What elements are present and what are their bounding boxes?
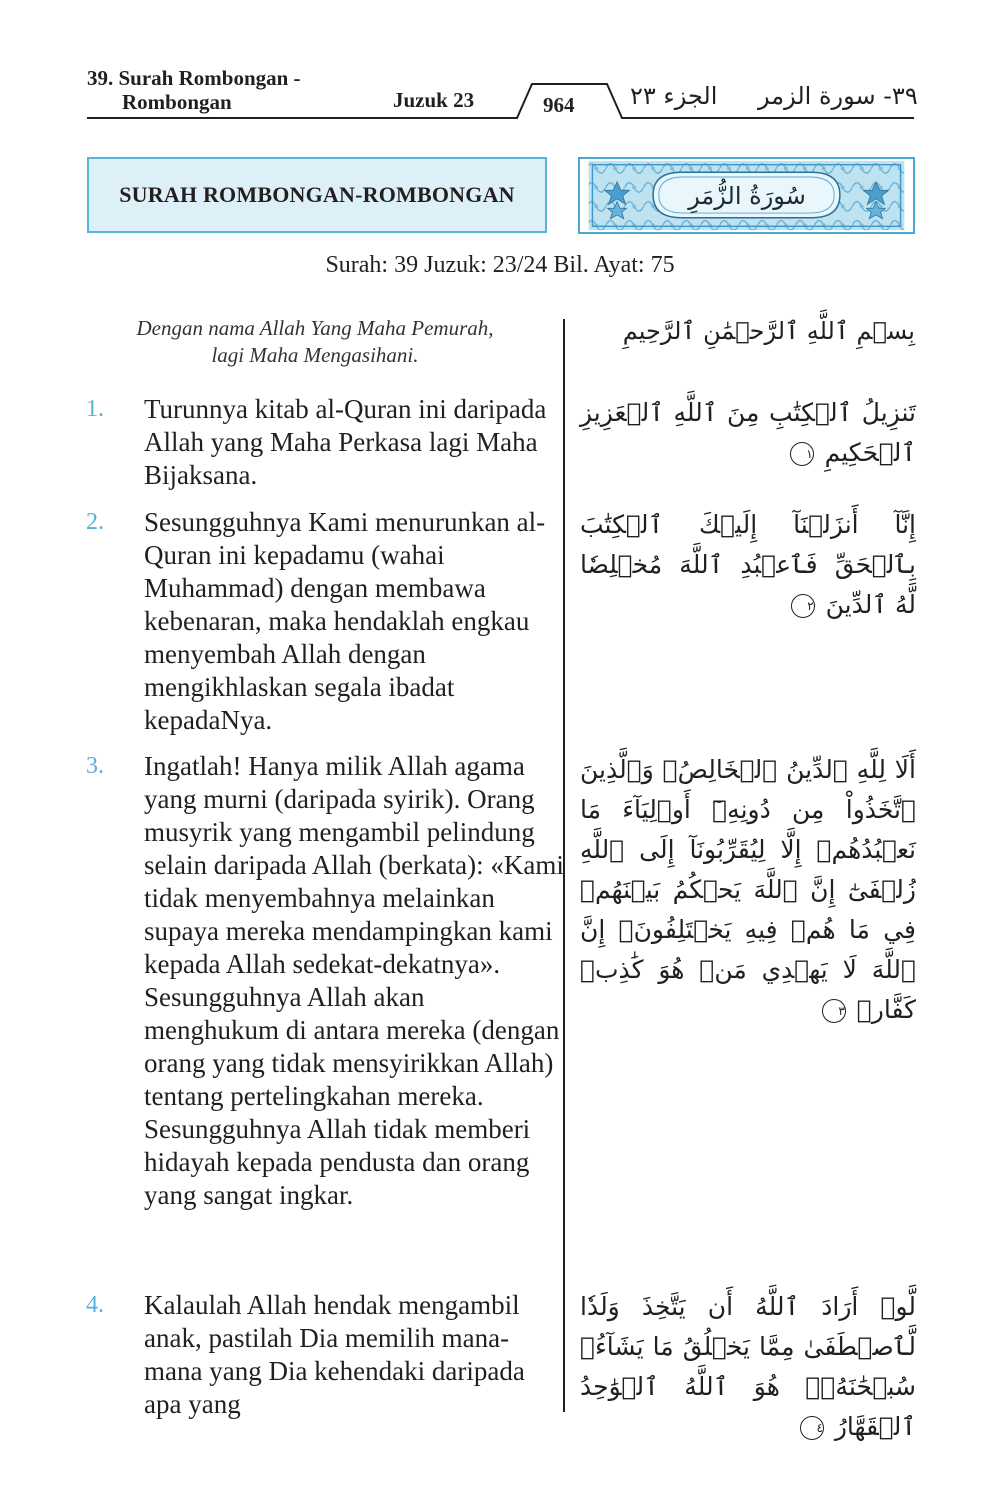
header-juzuk: Juzuk 23 — [393, 88, 475, 112]
verse-arabic — [580, 1287, 916, 1447]
verse-number: 4. — [86, 1292, 104, 1318]
surah-title-box — [87, 157, 547, 233]
verse-end-marker: ٣ — [822, 999, 846, 1023]
bismillah-translation — [95, 315, 535, 369]
verse-arabic — [580, 505, 916, 625]
verse-number: 3. — [86, 753, 104, 779]
verse-translation: Ingatlah! Hanya milik Allah agama yang murni (daripada syirik). Orang musyrik yang mengambil pelindung selain daripada Allah (berkata): «Kami tidak menyembahnya melainkan supaya mereka mendampingkan kami kepada Allah sedekat-dekatnya». Sesungguhnya Allah akan menghukum di antara mereka (dengan orang yang tidak mensyirikkan Allah) tentang pertelingkahan mereka. Sesungguhnya Allah tidak memberi hidayah kepada pendusta dan orang yang sangat ingkar. — [144, 751, 564, 1210]
header-surah-line1: 39. Surah Rombongan - — [87, 66, 301, 90]
verse-end-marker: ٤ — [800, 1416, 824, 1440]
verse-end-marker: ٢ — [791, 594, 815, 618]
bismillah-line2: lagi Maha Mengasihani. — [211, 343, 419, 367]
verse-end-marker: ١ — [790, 442, 814, 466]
verse-translation: Sesungguhnya Kami menurunkan al-Quran ini kepadamu (wahai Muhammad) dengan membawa kebenaran, maka hendaklah engkau menyembah Allah dengan mengikhlaskan segala ibadat kepadaNya. — [144, 507, 546, 735]
surah-title-arabic: سُورَةُ الزُّمَرِ — [688, 182, 806, 210]
verse-arabic-text: أَلَا لِلَّهِ ٱلدِّينُ ٱلۡخَالِصُۚ وَٱلَّذِينَ ٱتَّخَذُواْ مِن دُونِهِۦٓ أَوۡلِيَآءَ مَا نَعۡبُدُهُمۡ إِلَّا لِيُقَرِّبُونَآ إِلَى ٱللَّهِ زُلۡفَىٰٓ إِنَّ ٱللَّهَ يَحۡكُمُ بَيۡنَهُمۡ فِي مَا هُمۡ فِيهِ يَخۡتَلِفُونَۗ إِنَّ ٱللَّهَ لَا يَهۡدِي مَنۡ هُوَ كَٰذِبٞ كَفَّارٞ — [580, 755, 916, 1024]
verse-number: 1. — [86, 396, 104, 422]
verse-arabic — [580, 393, 916, 473]
verse-translation: Turunnya kitab al-Quran ini daripada Allah yang Maha Perkasa lagi Maha Bijaksana. — [144, 394, 547, 490]
surah-info: Surah: 39 Juzuk: 23/24 Bil. Ayat: 75 — [325, 252, 675, 278]
verse-arabic — [580, 750, 916, 1030]
bismillah-line1: Dengan nama Allah Yang Maha Pemurah, — [136, 316, 494, 340]
header-surah-line2: Rombongan — [122, 90, 232, 114]
page-number: 964 — [543, 93, 575, 117]
verse-translation: Kalaulah Allah hendak mengambil anak, pastilah Dia memilih mana-mana yang Dia kehendaki daripada apa yang — [144, 1290, 525, 1419]
header-surah-arabic: ٣٩- سورة الزمر — [758, 82, 918, 110]
verse-arabic-text: تَنزِيلُ ٱلۡكِتَٰبِ مِنَ ٱللَّهِ ٱلۡعَزِيزِ ٱلۡحَكِيمِ — [580, 398, 916, 467]
verse-number: 2. — [86, 509, 104, 535]
surah-title: SURAH ROMBONGAN-ROMBONGAN — [119, 182, 515, 207]
header-juz-arabic: الجزء ٢٣ — [630, 82, 718, 110]
verse-arabic-text: إِنَّآ أَنزَلۡنَآ إِلَيۡكَ ٱلۡكِتَٰبَ بِٱلۡحَقِّ فَٱعۡبُدِ ٱللَّهَ مُخۡلِصٗا لَّهُ ٱلدِّينَ — [580, 510, 916, 619]
verse-arabic-text: لَّوۡ أَرَادَ ٱللَّهُ أَن يَتَّخِذَ وَلَدٗا لَّٱصۡطَفَىٰ مِمَّا يَخۡلُقُ مَا يَشَآءُۚ سُبۡحَٰنَهُۥۖ هُوَ ٱللَّهُ ٱلۡوَٰحِدُ ٱلۡقَهَّارُ — [580, 1292, 916, 1441]
bismillah-arabic: بِسۡمِ ٱللَّهِ ٱلرَّحۡمَٰنِ ٱلرَّحِيمِ — [622, 317, 915, 345]
